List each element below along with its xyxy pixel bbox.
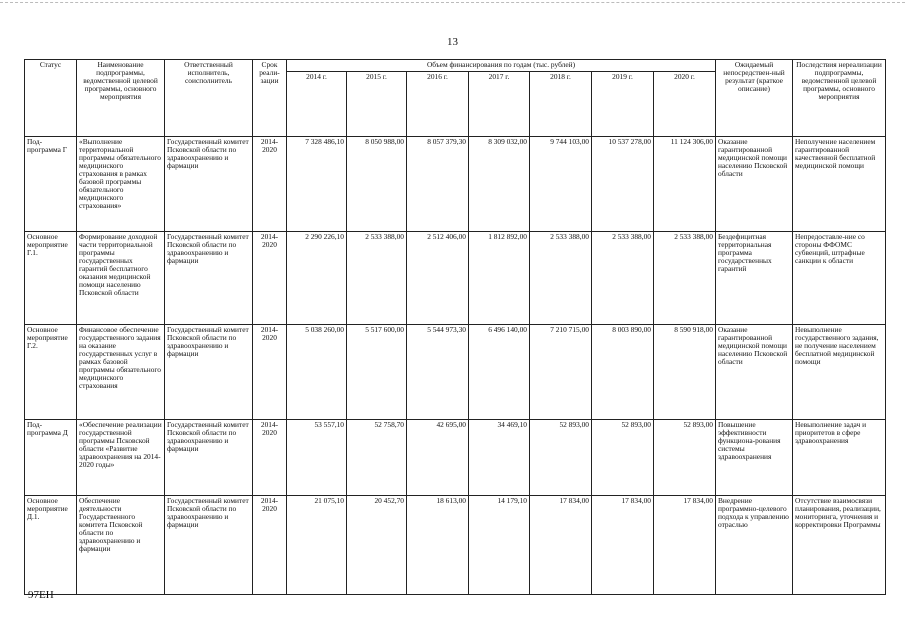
cell-value: 52 893,00 bbox=[654, 420, 716, 496]
cell-value: 18 613,00 bbox=[407, 496, 469, 595]
cell-term: 2014-2020 bbox=[253, 232, 287, 325]
header-funding: Объем финансирования по годам (тыс. рублей) bbox=[287, 60, 716, 72]
cell-result: Оказание гарантированной медицинской помощи населению Псковской области bbox=[716, 137, 793, 232]
cell-name: «Выполнение территориальной программы обязательного медицинского страхования в рамках базовой программы обязательного медицинского страхования» bbox=[77, 137, 165, 232]
cell-value: 10 537 278,00 bbox=[592, 137, 654, 232]
cell-value: 2 533 388,00 bbox=[347, 232, 407, 325]
cell-value: 34 469,10 bbox=[469, 420, 530, 496]
header-year: 2019 г. bbox=[592, 72, 654, 137]
table-row bbox=[25, 496, 886, 595]
cell-value: 8 309 032,00 bbox=[469, 137, 530, 232]
header-year: 2018 г. bbox=[530, 72, 592, 137]
cell-name: Формирование доходной части территориальной программы государственных гарантий бесплатного оказания медицинской помощи населению Псковской области bbox=[77, 232, 165, 325]
cell-value: 53 557,10 bbox=[287, 420, 347, 496]
cell-value: 20 452,70 bbox=[347, 496, 407, 595]
cell-value: 8 050 988,00 bbox=[347, 137, 407, 232]
page-number: 13 bbox=[447, 36, 458, 48]
cell-value: 8 590 918,00 bbox=[654, 325, 716, 420]
cell-consequences: Непредоставле-ние со стороны ФФОМС субвенций, штрафные санкции к области bbox=[793, 232, 886, 325]
cell-value: 14 179,10 bbox=[469, 496, 530, 595]
header-consequences: Последствия нереализации подпрограммы, ведомственной целевой программы, основного мероприятия bbox=[793, 60, 886, 137]
cell-term: 2014-2020 bbox=[253, 137, 287, 232]
cell-value: 17 834,00 bbox=[530, 496, 592, 595]
header-name: Наименование подпрограммы, ведомственной целевой программы, основного мероприятия bbox=[77, 60, 165, 137]
cell-value: 2 533 388,00 bbox=[654, 232, 716, 325]
cell-status: Под-программа Г bbox=[25, 137, 77, 232]
cell-term: 2014-2020 bbox=[253, 325, 287, 420]
cell-value: 1 812 892,00 bbox=[469, 232, 530, 325]
table-row bbox=[25, 420, 886, 496]
cell-value: 52 758,70 bbox=[347, 420, 407, 496]
header-year: 2015 г. bbox=[347, 72, 407, 137]
cell-status: Под-программа Д bbox=[25, 420, 77, 496]
cell-responsible: Государственный комитет Псковской области по здравоохранению и фармации bbox=[165, 496, 253, 595]
table-row bbox=[25, 325, 886, 420]
header-term: Срок реали-зации bbox=[253, 60, 287, 137]
footer-code: 97EH bbox=[28, 589, 54, 601]
cell-status: Основное мероприятие Д.1. bbox=[25, 496, 77, 595]
program-table bbox=[24, 59, 886, 595]
cell-value: 9 744 103,00 bbox=[530, 137, 592, 232]
cell-value: 2 512 406,00 bbox=[407, 232, 469, 325]
cell-responsible: Государственный комитет Псковской области по здравоохранению и фармации bbox=[165, 420, 253, 496]
header-row bbox=[25, 60, 886, 72]
cell-result: Повышение эффективности функциона-рования системы здравоохранения bbox=[716, 420, 793, 496]
cell-value: 52 893,00 bbox=[592, 420, 654, 496]
cell-value: 17 834,00 bbox=[654, 496, 716, 595]
cell-result: Оказание гарантированной медицинской помощи населению Псковской области bbox=[716, 325, 793, 420]
cell-status: Основное мероприятие Г.1. bbox=[25, 232, 77, 325]
cell-responsible: Государственный комитет Псковской области по здравоохранению и фармации bbox=[165, 232, 253, 325]
header-year: 2020 г. bbox=[654, 72, 716, 137]
cell-term: 2014-2020 bbox=[253, 496, 287, 595]
cell-value: 2 533 388,00 bbox=[592, 232, 654, 325]
cell-responsible: Государственный комитет Псковской области по здравоохранению и фармации bbox=[165, 137, 253, 232]
cell-value: 5 038 260,00 bbox=[287, 325, 347, 420]
cell-value: 17 834,00 bbox=[592, 496, 654, 595]
cell-consequences: Отсутствие взаимосвязи планирования, реализации, мониторинга, уточнения и корректировки Программы bbox=[793, 496, 886, 595]
cell-term: 2014-2020 bbox=[253, 420, 287, 496]
cell-value: 11 124 306,00 bbox=[654, 137, 716, 232]
cell-value: 5 544 973,30 bbox=[407, 325, 469, 420]
cell-value: 5 517 600,00 bbox=[347, 325, 407, 420]
cell-consequences: Невыполнение государственного задания, не получение населением бесплатной медицинской помощи bbox=[793, 325, 886, 420]
header-status: Статус bbox=[25, 60, 77, 137]
table-row bbox=[25, 137, 886, 232]
header-year: 2017 г. bbox=[469, 72, 530, 137]
cell-consequences: Невыполнение задач и приоритетов в сфере здравоохранения bbox=[793, 420, 886, 496]
cell-status: Основное мероприятие Г.2. bbox=[25, 325, 77, 420]
header-result: Ожидаемый непосредствен-ный результат (краткое описание) bbox=[716, 60, 793, 137]
cell-value: 2 533 388,00 bbox=[530, 232, 592, 325]
cell-value: 7 328 486,10 bbox=[287, 137, 347, 232]
cell-value: 7 210 715,00 bbox=[530, 325, 592, 420]
cell-value: 2 290 226,10 bbox=[287, 232, 347, 325]
header-responsible: Ответственный исполнитель, соисполнитель bbox=[165, 60, 253, 137]
header-year: 2014 г. bbox=[287, 72, 347, 137]
scan-edge-line bbox=[0, 2, 905, 3]
cell-result: Внедрение программно-целевого подхода к управлению отраслью bbox=[716, 496, 793, 595]
cell-value: 21 075,10 bbox=[287, 496, 347, 595]
cell-value: 8 003 890,00 bbox=[592, 325, 654, 420]
cell-name: Финансовое обеспечение государственного задания на оказание государственных услуг в рамках базовой программы обязательного медицинского страхования bbox=[77, 325, 165, 420]
cell-value: 52 893,00 bbox=[530, 420, 592, 496]
cell-responsible: Государственный комитет Псковской области по здравоохранению и фармации bbox=[165, 325, 253, 420]
cell-name: Обеспечение деятельности Государственного комитета Псковской области по здравоохранению и фармации bbox=[77, 496, 165, 595]
cell-value: 8 057 379,30 bbox=[407, 137, 469, 232]
cell-value: 42 695,00 bbox=[407, 420, 469, 496]
header-year: 2016 г. bbox=[407, 72, 469, 137]
cell-result: Бездефицитная территориальная программа государственных гарантий bbox=[716, 232, 793, 325]
cell-consequences: Неполучение населением гарантированной качественной бесплатной медицинской помощи bbox=[793, 137, 886, 232]
cell-name: «Обеспечение реализации государственной программы Псковской области «Развитие здравоохранения на 2014-2020 годы» bbox=[77, 420, 165, 496]
table-row bbox=[25, 232, 886, 325]
cell-value: 6 496 140,00 bbox=[469, 325, 530, 420]
